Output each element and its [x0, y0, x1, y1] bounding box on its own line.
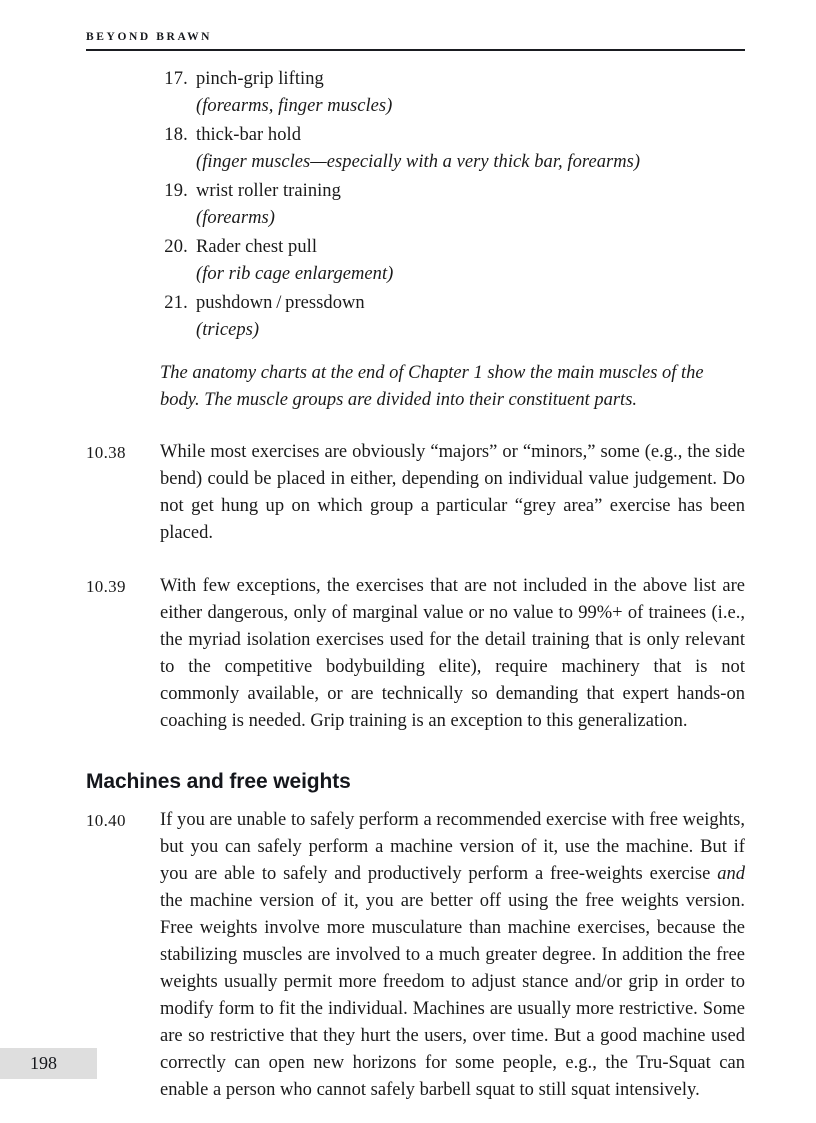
paragraph-number: 10.39: [86, 577, 126, 596]
list-item: [0, 290, 816, 344]
numbered-paragraph: [0, 439, 816, 547]
page-number: 198: [30, 1053, 57, 1073]
list-item-name: thick-bar hold: [196, 125, 301, 145]
list-item: [0, 234, 816, 288]
list-item-name: wrist roller training: [196, 181, 341, 201]
list-item-note: (triceps): [196, 320, 260, 340]
header-rule: [86, 49, 745, 51]
paragraph-emphasis: and: [717, 864, 745, 884]
paragraph-text: While most exercises are obviously “majors” or “minors,” some (e.g., the side bend) could be placed in either, depending on individual value judgement. Do not get hung up on which group a particular “grey area” exercise has been placed.: [160, 442, 745, 543]
numbered-paragraph: [0, 807, 816, 1104]
exercise-list: [0, 66, 816, 344]
list-item-name: pushdown / pressdown: [196, 293, 365, 313]
list-item-note: (for rib cage enlargement): [196, 264, 394, 284]
paragraph-number: 10.40: [86, 811, 126, 830]
paragraph-text-part2: the machine version of it, you are better off using the free weights version. Free weights involve more musculature than machine exercises, because the stabilizing muscles are involved to a much greater degree. In addition the free weights usually permit more freedom to adjust stance and/or grip in order to modify form to fit the individual. Machines are usually more restrictive. Some are so restrictive that they hurt the users, over time. But a good machine used correctly can open new horizons for some people, e.g., the Tru-Squat can enable a person who cannot safely barbell squat to still squat intensively.: [160, 891, 745, 1100]
anatomy-note-paragraph: The anatomy charts at the end of Chapter 1 show the main muscles of the body. The muscle groups are divided into their constituent parts.: [160, 363, 704, 410]
list-item: [0, 122, 816, 176]
paragraph-text-part1: If you are unable to safely perform a recommended exercise with free weights, but you can safely perform a machine version of it, use the machine. But if you are able to safely and productively perform a free-weights exercise: [160, 810, 745, 884]
page-content: [0, 66, 816, 1104]
list-item-note: (forearms, finger muscles): [196, 96, 393, 116]
list-item-number: 18.: [164, 125, 188, 145]
list-item-number: 21.: [164, 293, 188, 313]
paragraph-number: 10.38: [86, 443, 126, 462]
folio-box: [0, 1048, 97, 1079]
section-heading: Machines and free weights: [86, 770, 351, 793]
paragraph-text: With few exceptions, the exercises that are not included in the above list are either dangerous, only of marginal value or no value to 99%+ of trainees (i.e., the myriad isolation exercises used for the detail training that is only relevant to the competitive bodybuilding elite), require machinery that is not commonly available, or are technically so demanding that expert hands-on coaching is needed. Grip training is an exception to this generalization.: [160, 576, 745, 731]
list-item: [0, 66, 816, 120]
list-item: [0, 178, 816, 232]
running-head-title: BEYOND BRAWN: [86, 31, 213, 43]
paragraph-text: [160, 807, 745, 1104]
list-item-note: (forearms): [196, 208, 275, 228]
numbered-paragraph: [0, 573, 816, 735]
running-head: [86, 30, 746, 44]
list-item-number: 17.: [164, 69, 188, 89]
list-item-note: (finger muscles—especially with a very thick bar, forearms): [196, 152, 641, 172]
list-item-name: pinch-grip lifting: [196, 69, 324, 89]
list-item-name: Rader chest pull: [196, 237, 318, 257]
list-item-number: 20.: [164, 237, 188, 257]
list-item-number: 19.: [164, 181, 188, 201]
